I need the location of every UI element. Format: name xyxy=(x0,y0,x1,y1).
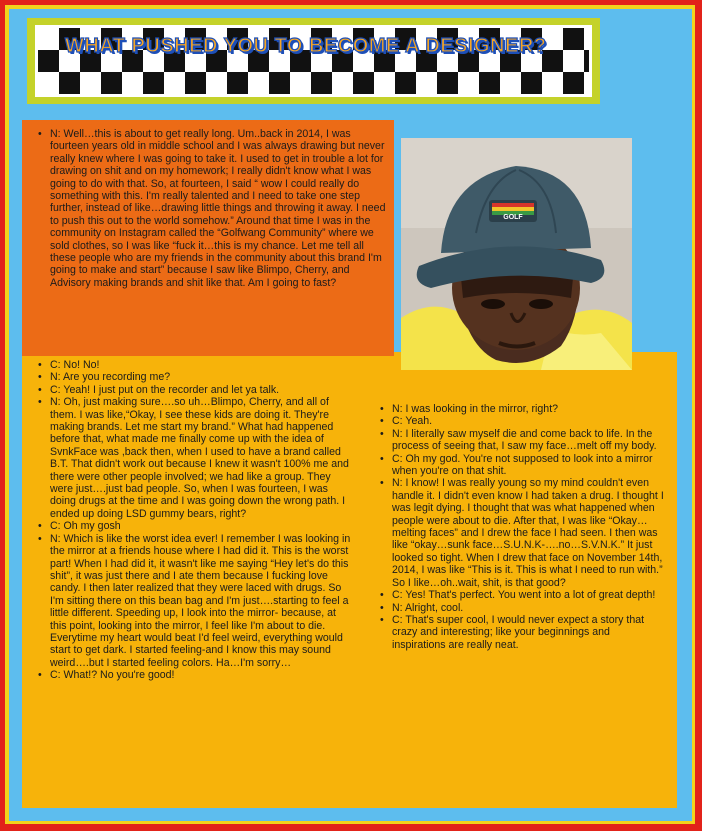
portrait-illustration xyxy=(401,138,632,370)
list-item: • C: Oh my gosh xyxy=(30,520,355,532)
intro-list xyxy=(30,128,390,289)
list-item: • C: That's super cool, I would never expect a story that crazy and interesting; like your beginnings and inspirations are really neat. xyxy=(372,614,664,651)
list-item: • N: I was looking in the mirror, right? xyxy=(372,403,664,415)
list-item: • N: Oh, just making sure….so uh…Blimpo, Cherry, and all of them. I was like,“Okay, I see these kids are doing it. They're making brands. Let me start my brand.” What had happened before that, what made me finally come up with the idea of SvnkFace was ,back then, when I used to have a brand called B.T. That didn't work out because I knew it wasn't 100% me and there were other people involved; we had like a group. They were just….just bad people. So, when I was fourteen, I was doing drugs at the time and I was going down the wrong path. I ended up doing LSD gummy bears, right? xyxy=(30,396,355,520)
title-banner xyxy=(27,18,600,104)
list-item: • N: Are you recording me? xyxy=(30,371,355,383)
list-item: • C: Yes! That's perfect. You went into a lot of great depth! xyxy=(372,589,664,601)
list-item: • N: I literally saw myself die and come back to life. In the process of seeing that, I saw my face…melt off my body. xyxy=(372,428,664,453)
list-item: • N: Alright, cool. xyxy=(372,602,664,614)
dialogue-list-right xyxy=(372,403,664,651)
dialogue-left-column xyxy=(30,359,355,682)
page-title: WHAT PUSHED YOU TO BECOME A DESIGNER? xyxy=(65,35,547,57)
list-item: • C: Yeah. xyxy=(372,415,664,427)
list-item: • N: I know! I was really young so my mind couldn't even handle it. I didn't even know I had taken a drug. I thought I was legit dying. I thought that was what happened when people were about to die. After that, I was like “Okay…melting faces” and I drew the face I had seen. I then was like “okay…sunk face…S.U.N.K-….no…S.V.N.K.” It just looked so tight. When I drew that face on November 14th, 2014, I was like “This is it. This is what I need to run with.” So I like…oh..wait, shit, is that good? xyxy=(372,477,664,589)
hat-logo-text: GOLF xyxy=(503,214,523,221)
list-item: • C: Yeah! I just put on the recorder and let ya talk. xyxy=(30,384,355,396)
designer-portrait-photo xyxy=(401,138,632,370)
list-item: • C: What!? No you're good! xyxy=(30,669,355,681)
list-item: • C: No! No! xyxy=(30,359,355,371)
intro-answer xyxy=(30,128,390,289)
dialogue-right-column xyxy=(372,403,664,651)
list-item: • N: Well…this is about to get really long. Um..back in 2014, I was fourteen years old in middle school and I was always drawing but never really knew where I was going to take it. I used to get in trouble a lot for drawing on shit and on my homework; I really didn't know what I was going to do with that. So, at fourteen, I said “ wow I could really do something with this. I'm really talented and I need to take one step further, instead of like…drawing little things and throwing it away. I need to push this out to the world somehow.” Around that time I was in the community on Instagram called the “Golfwang Community” where we sold clothes, so I was like “fuck it…this is my chance. Let me tell all these people who are my friends in the community about this brand I'm going to make and start” because I saw like Blimpo, Cherry, and Advisory making brands and shit like that. Am I going to fast? xyxy=(30,128,390,289)
list-item: • N: Which is like the worst idea ever! I remember I was looking in the mirror at a friends house where I had did it. This is the worst part! When I had did it, it wasn't like me saying “Hey let's do this shit”, it was just there and I ate them because I fucking love candy. I then later realized that they were laced with drugs. So I'm sitting there on this bean bag and I'm just….starting to feel a little different. Speeding up, I look into the mirror- because, at this point, looking into the mirror, I feel like I'm about to die. Everytime my heart would beat I'd feel weird, everything would start to get dark. I started feeling-and I know this may sound weird….but I started feeling colors. Ha…I'm sorry… xyxy=(30,533,355,669)
dialogue-list-left xyxy=(30,359,355,682)
list-item: • C: Oh my god. You're not supposed to look into a mirror when you're on that shit. xyxy=(372,453,664,478)
